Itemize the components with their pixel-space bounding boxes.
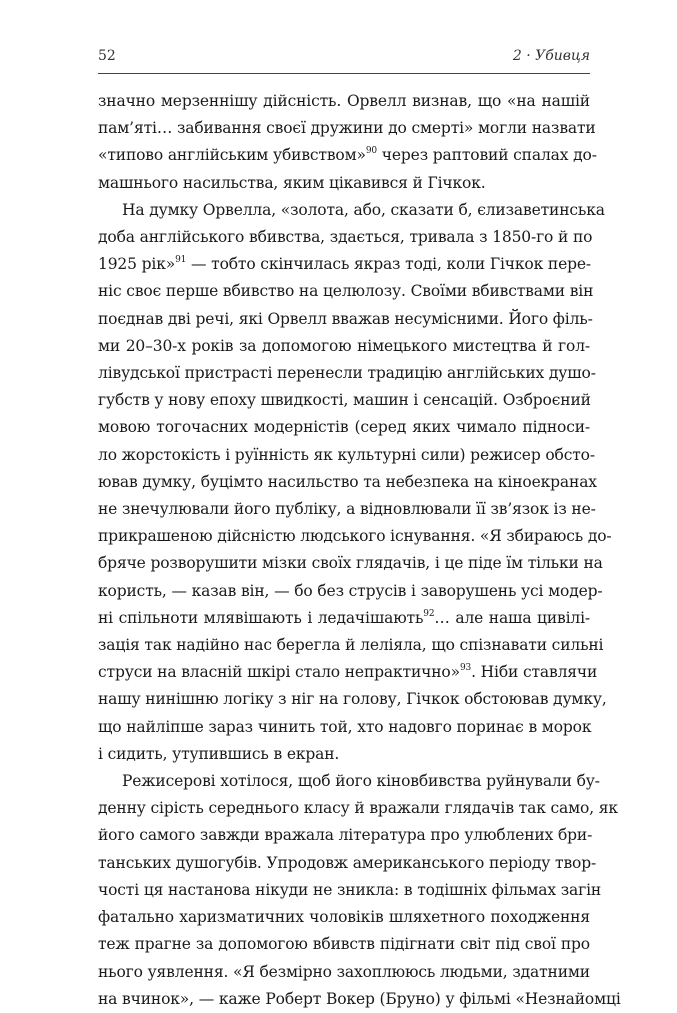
text-line: користь, — казав він, — бо без струсів і заворушень усі модер- [98, 581, 603, 600]
text-line: поєднав дві речі, які Орвелл вважав несумісними. Його філь- [98, 309, 593, 328]
text-line: доба англійського вбивства, здається, тривала з 1850-го й по [98, 228, 593, 247]
text-line: танських душогубів. Упродовж американського періоду твор- [98, 853, 597, 872]
text-line: нього уявлення. «Я безмірно захоплююсь людьми, здатними [98, 962, 590, 981]
text-line: На думку Орвелла, «золота, або, сказати б, єлизаветинська [122, 200, 605, 219]
text-line: денну сірість середнього класу й вражали глядачів так само, як [98, 799, 618, 818]
text-line: значно мерзеннішу дійсність. Орвелл визнав, що «на нашій [98, 92, 590, 110]
text-line: зація так надійно нас берегла й леліяла, що спізнавати сильні [98, 636, 604, 655]
paragraph [98, 197, 612, 768]
text-line: на вчинок», — каже Роберт Вокер (Бруно) у фільмі «Незнайомці [98, 989, 621, 1008]
text-line: ми 20–30-х років за допомогою німецького мистецтва й гол- [98, 336, 590, 355]
text-line: фатально харизматичних чоловіків шляхетного походження [98, 908, 590, 927]
text-line: ював думку, буцімто насильство та небезпека на кіноекранах [98, 472, 597, 491]
text-line: мовою тогочасних модерністів (серед яких чимало підноси- [98, 418, 590, 437]
paragraph [98, 768, 621, 1013]
text-line: теж прагне за допомогою вбивств підігнати світ під свої про [98, 935, 590, 954]
text-line: ло жорстокість і руїнність як культурні сили) режисер обсто- [98, 445, 595, 464]
text-line: губств у нову епоху швидкості, машин і сенсацій. Озброєний [98, 391, 591, 410]
text-line: «типово англійським убивством»$^{90}$ через раптовий спалах до- [98, 146, 597, 165]
footnote-ref: 92 [423, 608, 435, 619]
text-line: нашу нинішню логіку з ніг на голову, Гічкок обстоював думку, [98, 690, 607, 709]
text-line: що найліпше зараз чинить той, хто надовго поринає в морок [98, 717, 592, 736]
text-line: струси на власній шкірі стало непрактично»$^{93}$. Ніби ставлячи [98, 663, 598, 682]
text-line: прикрашеною дійсністю людського існування. «Я збираюсь до- [98, 527, 612, 546]
body-text [98, 88, 621, 1013]
text-line: лівудської пристрасті перенесли традицію англійських душо- [98, 364, 596, 383]
footnote-ref: 91 [175, 255, 187, 266]
text-line: бряче розворушити мізки своїх глядачів, і це піде їм тільки на [98, 554, 603, 573]
text-line: ні спільноти млявішають і ледачішають$^{92}$… але наша цивілі- [98, 608, 590, 627]
footnote-ref: 90 [365, 146, 378, 157]
text-line: ніс своє перше вбивство на целюлозу. Своїми вбивствами він [98, 282, 594, 301]
paragraph [98, 88, 597, 197]
footnote-ref: 93 [459, 663, 472, 674]
text-line: не знечулювали його публіку, а відновлювали її зв’язок із не- [98, 500, 596, 519]
text-line: 1925 рік»$^{91}$ — тобто скінчилась якраз тоді, коли Гічкок пере- [98, 255, 592, 274]
text-line: чості ця настанова нікуди не зникла: в тодішніх фільмах загін [98, 880, 602, 899]
text-line: і сидить, утупившись в екран. [98, 744, 340, 763]
page-number: 52 [98, 48, 116, 64]
text-line: пам’яті… забивання своєї дружини до смерті» могли назвати [98, 119, 596, 138]
running-head: 2 · Убивця [512, 48, 590, 64]
text-line: Режисерові хотілося, щоб його кіновбивства руйнували бу- [122, 772, 600, 791]
header-rule [98, 73, 590, 74]
text-line: машнього насильства, яким цікавився й Гічкок. [98, 173, 486, 192]
text-line: його самого завжди вражала література про улюблених бри- [98, 826, 593, 845]
page-header [98, 48, 590, 64]
